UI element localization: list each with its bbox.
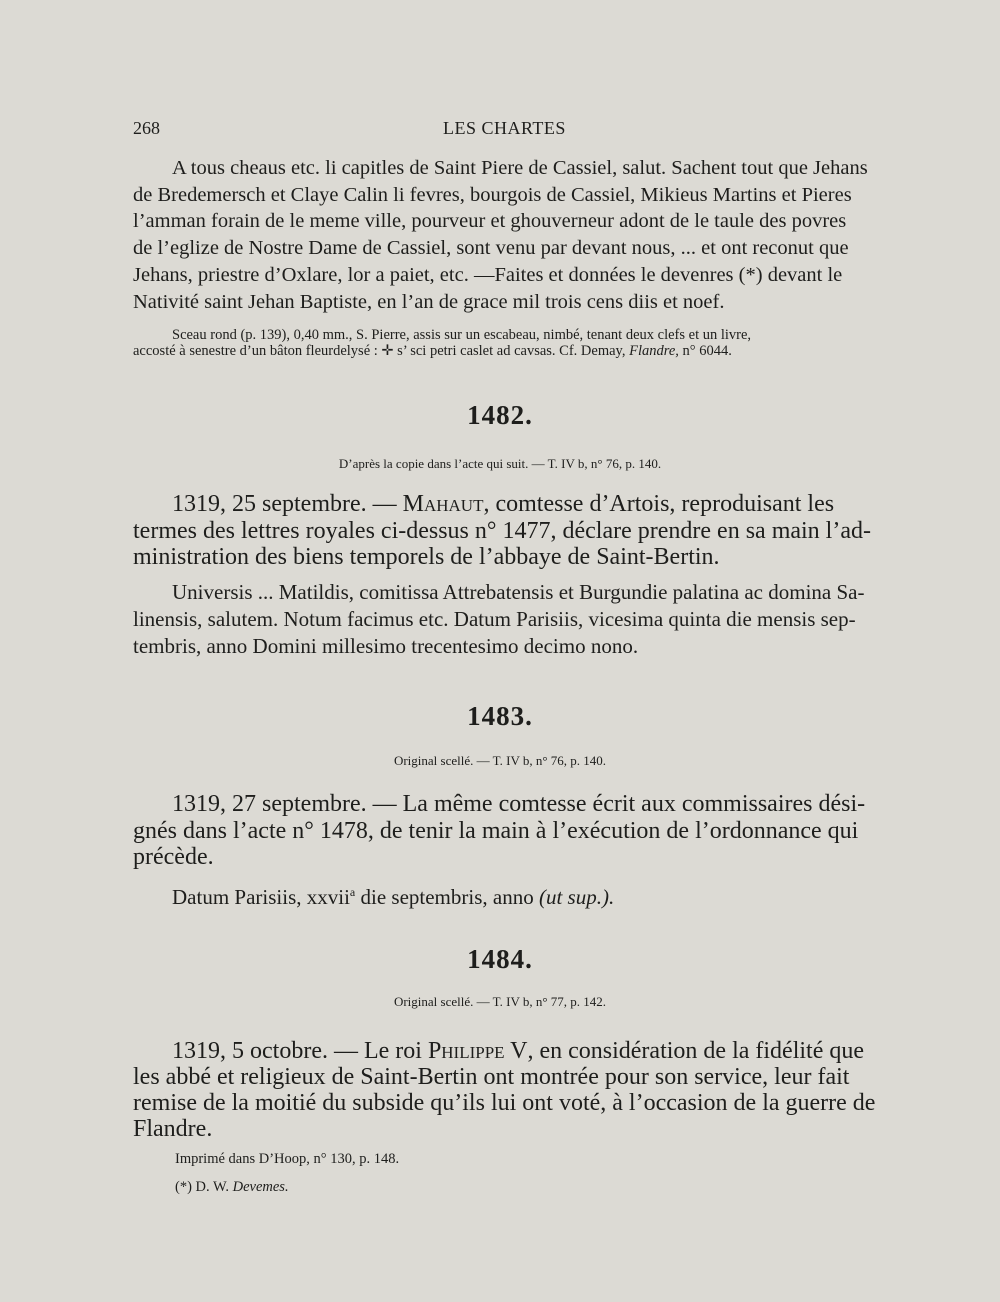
regest-line: termes des lettres royales ci-dessus n° 1477, déclare prendre en sa main l’ad-	[133, 518, 871, 544]
regest-line: Flandre.	[133, 1116, 213, 1142]
regest-line: 1319, 25 septembre. — Mahaut, comtesse d’Artois, reproduisant les	[172, 491, 835, 517]
regest-line: ministration des biens temporels de l’abbaye de Saint-Bertin.	[133, 544, 720, 570]
page-number: 268	[133, 118, 160, 138]
running-title: LES CHARTES	[443, 118, 566, 138]
text-line: Jehans, priestre d’Oxlare, lor a paiet, etc. —Faites et données le devenres (*) devant le	[133, 264, 843, 286]
seal-note-line: Sceau rond (p. 139), 0,40 mm., S. Pierre, assis sur un escabeau, nimbé, tenant deux clefs et un livre,	[172, 327, 752, 343]
regest-name: Philippe V	[427, 1038, 528, 1064]
regest-line: les abbé et religieux de Saint-Bertin ont montrée pour son service, leur fait	[133, 1064, 850, 1090]
seal-note-line: accosté à senestre d’un bâton fleurdelysé : ✛ s’ sci petri caslet ad cavsas. Cf. Demay, Flandre, n° 6044.	[133, 343, 732, 359]
print-note: Imprimé dans D’Hoop, n° 130, p. 148.	[175, 1151, 400, 1167]
entry-citation: D’après la copie dans l’acte qui suit. — T. IV b, n° 76, p. 140.	[338, 456, 662, 471]
regest-line: remise de la moitié du subside qu’ils lui ont voté, à l’occasion de la guerre de	[133, 1090, 876, 1116]
text-line: l’amman forain de le meme ville, pourveur et ghouverneur adont de le taule des povres	[133, 210, 847, 232]
regest-line: gnés dans l’acte n° 1478, de tenir la main à l’exécution de l’ordonnance qui	[133, 818, 859, 844]
text-line: Datum Parisiis, xxvii$^a$ die septembris, anno (ut sup.).	[172, 885, 615, 909]
regest-line: 1319, 5 octobre. — Le roi Philippe V, en considération de la fidélité que	[172, 1038, 865, 1064]
text-line: Universis ... Matildis, comitissa Attrebatensis et Burgundie palatina ac domina Sa-	[172, 580, 865, 604]
text-line: linensis, salutem. Notum facimus etc. Datum Parisiis, vicesima quinta die mensis sep-	[133, 607, 856, 631]
entry-citation: Original scellé. — T. IV b, n° 76, p. 140.	[393, 753, 607, 768]
entry-number: 1482.	[467, 400, 533, 430]
entry-number: 1483.	[467, 701, 533, 731]
text-line: Nativité saint Jehan Baptiste, en l’an de grace mil trois cens diis et noef.	[133, 291, 725, 313]
footnote: (*) D. W. Devemes.	[175, 1179, 289, 1195]
text-line: de Bredemersch et Claye Calin li fevres, bourgois de Cassiel, Mikieus Martins et Pieres	[133, 184, 852, 206]
regest-line: 1319, 27 septembre. — La même comtesse écrit aux commissaires dési-	[172, 791, 866, 817]
entry-number: 1484.	[467, 944, 533, 974]
entry-citation: Original scellé. — T. IV b, n° 77, p. 142.	[393, 994, 607, 1009]
regest-line: précède.	[133, 844, 214, 870]
text-line: tembris, anno Domini millesimo trecentesimo decimo nono.	[133, 634, 639, 658]
regest-name: Mahaut	[402, 491, 484, 517]
text-line: de l’eglize de Nostre Dame de Cassiel, sont venu par devant nous, ... et ont reconut que	[133, 237, 849, 259]
text-line: A tous cheaus etc. li capitles de Saint Piere de Cassiel, salut. Sachent tout que Jehans	[172, 157, 868, 179]
